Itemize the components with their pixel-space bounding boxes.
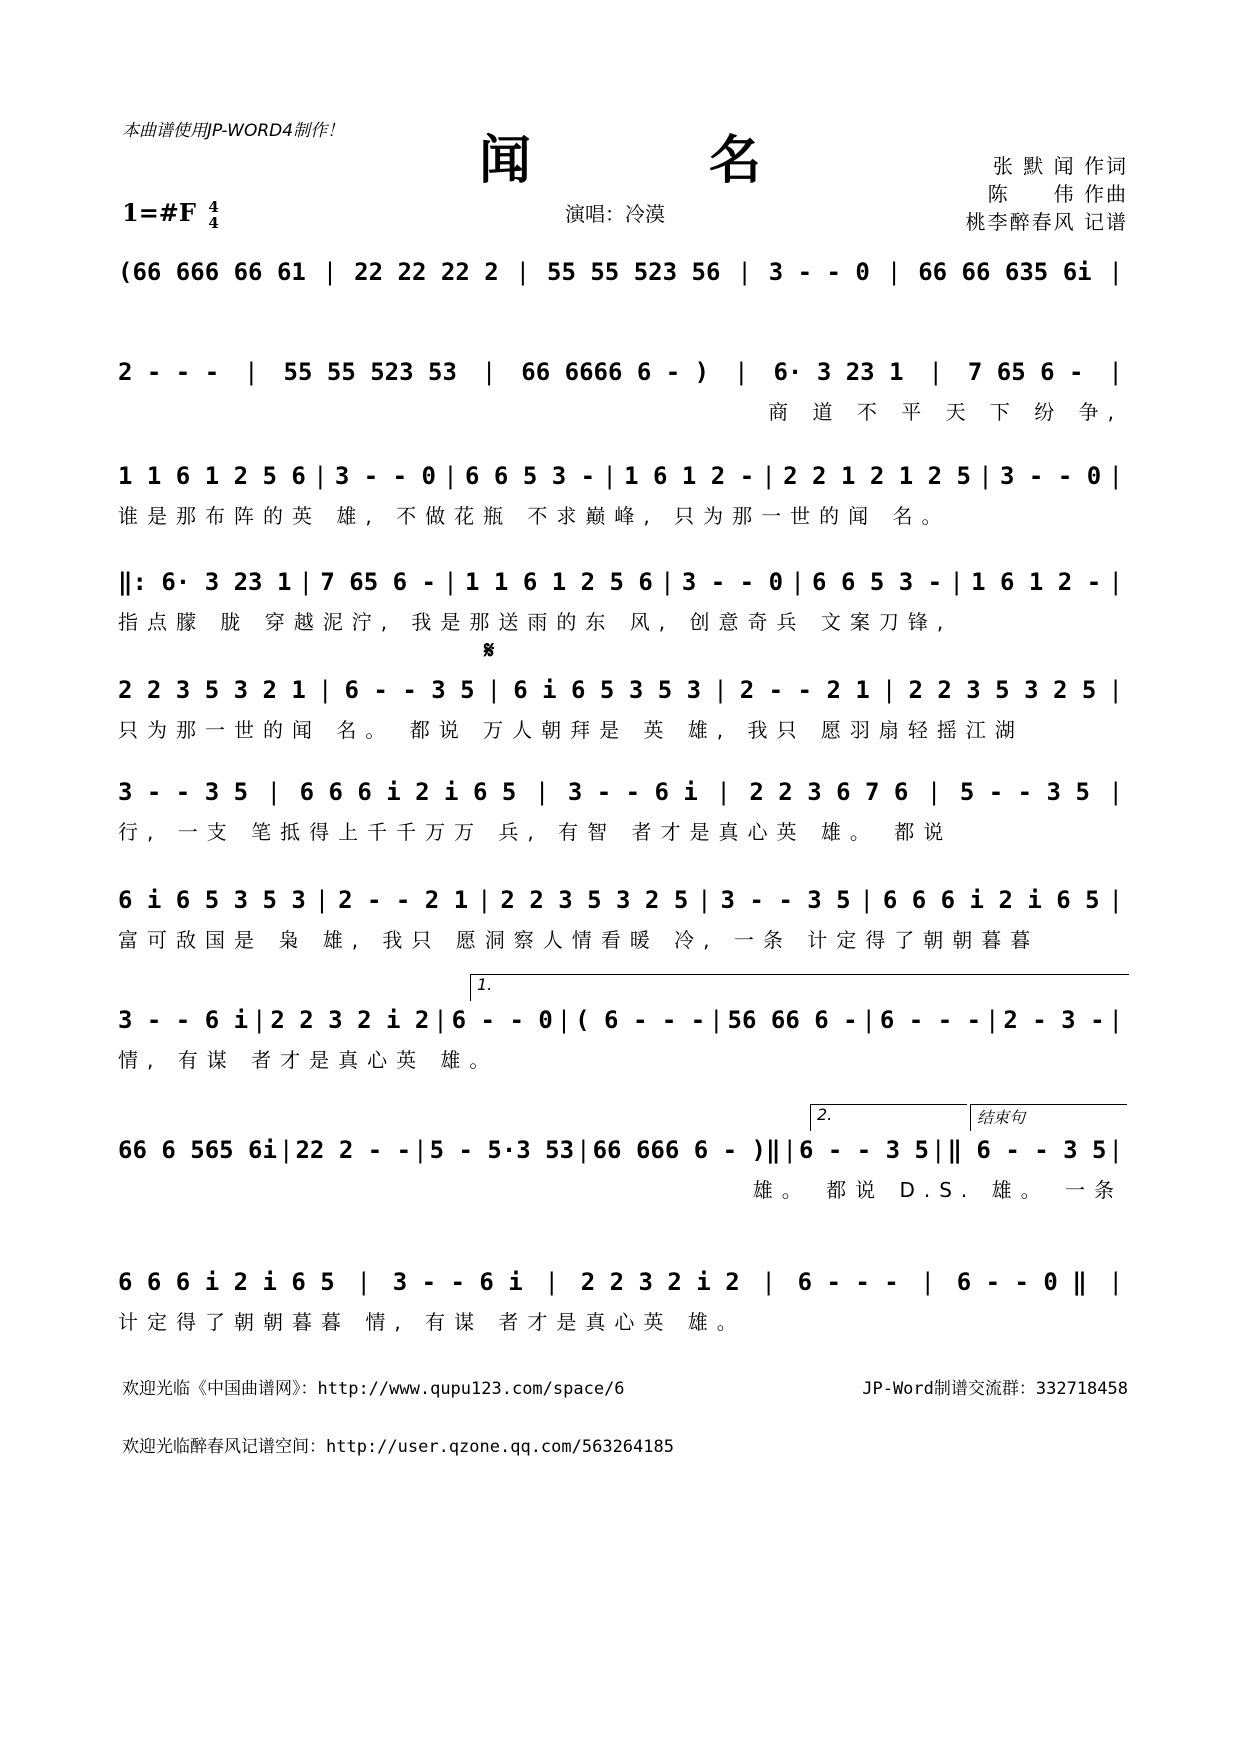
software-note: 本曲谱使用JP-WORD4制作！ (122, 121, 345, 141)
measure: 1 1 6 1 2 5 6 (465, 568, 653, 596)
barline: | (576, 1136, 591, 1164)
measure: 6 - - 3 5 (344, 676, 475, 704)
barline: | (713, 676, 728, 704)
transcriber: 桃李醉春风 记谱 (965, 210, 1128, 234)
measure: 6 6 6 i 2 i 6 5 (118, 1268, 335, 1296)
barline: | (1108, 568, 1123, 596)
barline: | (544, 1268, 559, 1296)
measure: 1 6 1 2 - (624, 462, 755, 490)
barline: | (251, 1006, 267, 1034)
measure: 66 66 635 6i (918, 258, 1092, 286)
measure: 3 - - 6 i (567, 778, 698, 806)
barline: | (1108, 462, 1123, 490)
lyrics-line: 雄。 都说 D.S. 雄。 一条 (752, 1178, 1123, 1202)
credits (966, 152, 1128, 236)
measure: 66 666 6 - )‖ (592, 1136, 781, 1164)
barline: | (697, 886, 712, 914)
measure: (66 666 66 61 (118, 258, 306, 286)
lyrics-line: 行, 一支 笔抵得上千千万万 兵, 有智 者才是真心英 雄。 都说 (118, 820, 953, 844)
footer-space: 欢迎光临醉春风记谱空间：http://user.qzone.qq.com/563264185 (122, 1437, 674, 1457)
measure: 2 - - - (118, 358, 220, 386)
measure: 6 6 6 i 2 i 6 5 (299, 778, 517, 806)
measure: 6 6 6 i 2 i 6 5 (882, 886, 1100, 914)
barline: | (278, 1136, 294, 1164)
barline: | (709, 1006, 724, 1034)
barline: | (716, 778, 731, 806)
measure: 6· 3 23 1 (773, 358, 904, 386)
measure: 2 2 3 5 3 2 1 (118, 676, 306, 704)
barline: | (761, 1268, 776, 1296)
measure: 2 2 1 2 1 2 5 (783, 462, 971, 490)
barline: | (928, 358, 943, 386)
measure: 2 2 3 2 i 2 (580, 1268, 740, 1296)
barline: | (413, 1136, 428, 1164)
lyrics-line: 商 道 不 平 天 下 纷 争, (768, 400, 1123, 424)
measure: 6 - - 0 ‖ (956, 1268, 1087, 1296)
measure: 55 55 523 53 (283, 358, 457, 386)
barline: | (920, 1268, 935, 1296)
measure: 1 1 6 1 2 5 6 (118, 462, 306, 490)
measure: 3 - - 6 i (118, 1006, 249, 1034)
barline: | (978, 462, 993, 490)
score-system (118, 456, 1123, 496)
barline: | (322, 258, 338, 286)
barline: | (1108, 358, 1123, 386)
barline: | (443, 568, 458, 596)
measure: 2 2 3 6 7 6 (749, 778, 909, 806)
measure: 3 - - 0 (1000, 462, 1102, 490)
song-title: 闻 名 (478, 130, 842, 191)
singer: 演唱：冷漠 (565, 202, 665, 226)
barline: | (317, 676, 333, 704)
measure: 5 - - 3 5 (959, 778, 1090, 806)
score-system (118, 1130, 1123, 1170)
footer-group: JP-Word制谱交流群：332718458 (862, 1379, 1128, 1399)
barline: | (534, 778, 550, 806)
score-system (118, 670, 1123, 710)
measure: 2 2 3 5 3 2 5 (908, 676, 1097, 704)
barline: | (266, 778, 282, 806)
key-signature (122, 198, 219, 231)
volta-first: 1. (470, 974, 1129, 1001)
lyrics-line: 谁是那布阵的英 雄, 不做花瓶 不求巅峰, 只为那一世的闻 名。 (118, 504, 951, 528)
measure: ‖ 6 - - 3 5 (947, 1136, 1107, 1164)
barline: | (737, 258, 752, 286)
measure: ( 6 - - - (575, 1006, 706, 1034)
barline: | (298, 568, 314, 596)
time-signature: 4 4 (208, 197, 219, 232)
barline: | (1108, 1136, 1123, 1164)
barline: | (1108, 886, 1123, 914)
measure: 7 65 6 - (320, 568, 436, 596)
barline: | (1108, 258, 1123, 286)
measure: 66 6666 6 - ) (521, 358, 710, 386)
barline: | (314, 886, 330, 914)
measure: 55 55 523 56 (547, 258, 721, 286)
measure: 5 - 5·3 53 (429, 1136, 575, 1164)
volta-ending: 结束句 (970, 1104, 1127, 1131)
barline: | (931, 1136, 946, 1164)
barline: | (556, 1006, 572, 1034)
barline: | (790, 568, 805, 596)
measure: 6 - - 3 5 (798, 1136, 929, 1164)
lyrics-line: 情, 有谋 者才是真心英 雄。 (118, 1048, 499, 1072)
barline: | (859, 886, 874, 914)
measure: 3 - - 0 (768, 258, 870, 286)
measure: 6 6 5 3 - (465, 462, 596, 490)
measure: 1 6 1 2 - (971, 568, 1102, 596)
barline: | (761, 462, 776, 490)
measure: 66 6 565 6i (118, 1136, 277, 1164)
measure: 6 - - 0 (451, 1006, 553, 1034)
barline: | (734, 358, 749, 386)
barline: | (926, 778, 942, 806)
measure: 3 - - 0 (681, 568, 784, 596)
lyrics-line: 指点朦 胧 穿越泥泞, 我是那送雨的东 风, 创意奇兵 文案刀锋, (118, 610, 953, 634)
lyrics-line: 只为那一世的闻 名。 都说 万人朝拜是 英 雄, 我只 愿羽扇轻摇江湖 (118, 718, 1024, 742)
measure: 2 - - 2 1 (338, 886, 469, 914)
barline: | (481, 358, 497, 386)
barline: | (313, 462, 328, 490)
barline: | (602, 462, 617, 490)
barline: | (515, 258, 531, 286)
measure: 3 - - 0 (334, 462, 437, 490)
measure: 6 - - - (797, 1268, 899, 1296)
barline: | (433, 1006, 448, 1034)
barline: | (1108, 778, 1123, 806)
measure: 3 - - 6 i (392, 1268, 523, 1296)
measure: 2 2 3 5 3 2 5 (500, 886, 689, 914)
barline: | (356, 1268, 371, 1296)
measure: 56 66 6 - (727, 1006, 858, 1034)
barline: | (782, 1136, 797, 1164)
barline: | (244, 358, 259, 386)
measure: 2 - 3 - (1003, 1006, 1105, 1034)
score-system (118, 880, 1123, 920)
volta-second: 2. (810, 1104, 967, 1131)
barline: | (477, 886, 492, 914)
measure: 6 - - - (879, 1006, 982, 1034)
key-label: 1=#F (122, 198, 196, 227)
composer: 陈 伟 作曲 (987, 182, 1128, 206)
measure: 6 i 6 5 3 5 3 (513, 676, 702, 704)
score-system (118, 1262, 1123, 1302)
footer-site: 欢迎光临《中国曲谱网》：http://www.qupu123.com/space/6 (122, 1379, 625, 1399)
measure: 6 i 6 5 3 5 3 (118, 886, 306, 914)
barline: | (1108, 1006, 1123, 1034)
barline: | (1108, 676, 1123, 704)
measure: ‖: 6· 3 23 1 (118, 568, 292, 596)
lyrics-line: 计定得了朝朝暮暮 情, 有谋 者才是真心英 雄。 (118, 1310, 746, 1334)
barline: | (443, 462, 458, 490)
barline: | (881, 676, 897, 704)
score-system (118, 562, 1123, 602)
score-system (118, 252, 1123, 292)
measure: 22 22 22 2 (354, 258, 499, 286)
barline: | (1108, 1268, 1123, 1296)
lyrics-line: 富可敌国是 枭 雄, 我只 愿洞察人情看暖 冷, 一条 计定得了朝朝暮暮 (118, 928, 1040, 952)
barline: | (660, 568, 675, 596)
score-system (118, 352, 1123, 392)
barline: | (861, 1006, 876, 1034)
barline: | (486, 676, 502, 704)
barline: | (949, 568, 964, 596)
measure: 6 6 5 3 - (812, 568, 943, 596)
measure: 22 2 - - (295, 1136, 412, 1164)
segno-sign: 𝄋 (484, 636, 495, 664)
score-system (118, 772, 1123, 812)
barline: | (886, 258, 902, 286)
measure: 3 - - 3 5 (720, 886, 851, 914)
measure: 7 65 6 - (967, 358, 1084, 386)
measure: 3 - - 3 5 (118, 778, 249, 806)
score-system (118, 1000, 1123, 1040)
lyricist: 张 默 闻 作词 (992, 154, 1128, 178)
measure: 2 - - 2 1 (739, 676, 870, 704)
barline: | (984, 1006, 1000, 1034)
measure: 2 2 3 2 i 2 (270, 1006, 430, 1034)
